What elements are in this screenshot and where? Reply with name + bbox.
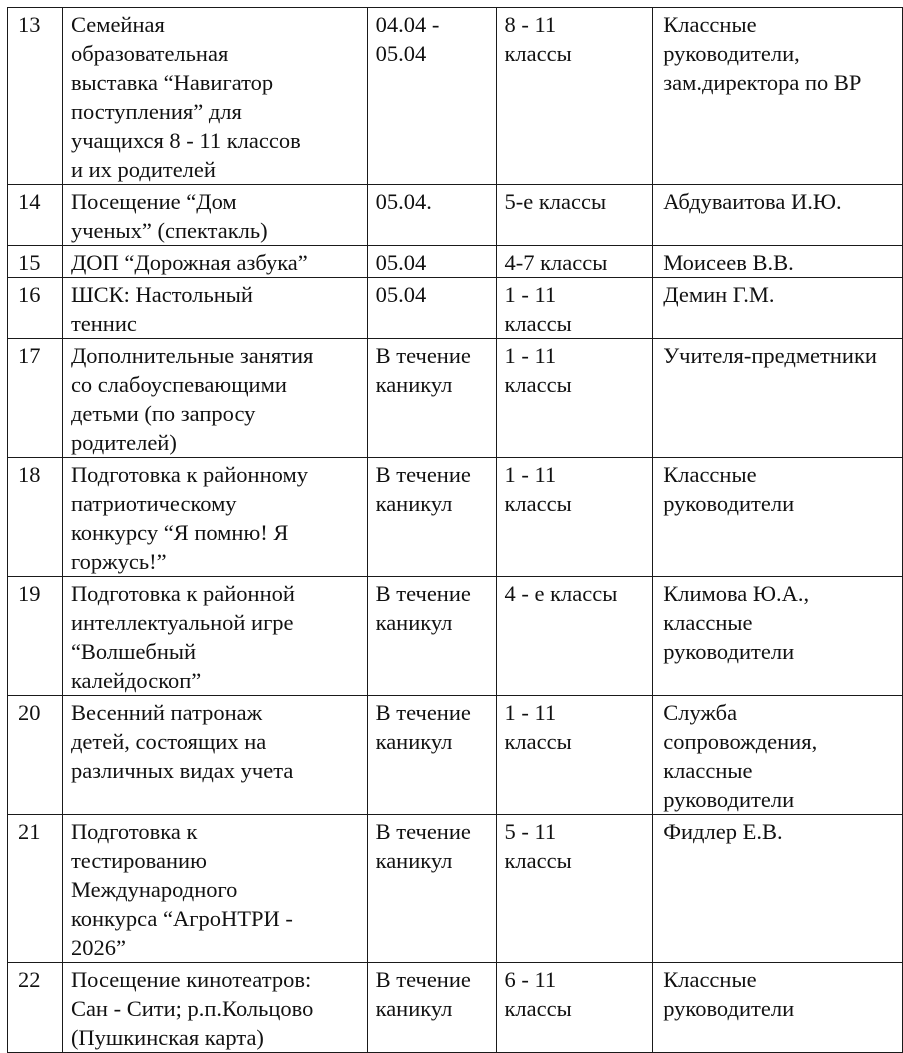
table-row	[8, 278, 903, 339]
event-date: В течение каникул	[367, 458, 497, 577]
event-name: Семейная образовательная выставка “Навигатор поступления” для учащихся 8 - 11 классов и их родителей	[62, 8, 367, 185]
event-grades: 6 - 11 классы	[497, 963, 653, 1053]
event-responsible: Учителя-предметники	[653, 339, 903, 458]
event-responsible: Климова Ю.А., классные руководители	[653, 577, 903, 696]
table-row	[8, 577, 903, 696]
event-date: В течение каникул	[367, 963, 497, 1053]
event-date: 05.04	[367, 246, 497, 278]
event-responsible: Классные руководители	[653, 458, 903, 577]
event-name: Посещение кинотеатров: Сан - Сити; р.п.Кольцово (Пушкинская карта)	[62, 963, 367, 1053]
table-row	[8, 185, 903, 246]
event-date: 04.04 - 05.04	[367, 8, 497, 185]
event-date: В течение каникул	[367, 696, 497, 815]
event-responsible: Классные руководители, зам.директора по ВР	[653, 8, 903, 185]
row-number: 17	[8, 339, 63, 458]
table-row	[8, 815, 903, 963]
row-number: 20	[8, 696, 63, 815]
row-number: 13	[8, 8, 63, 185]
table-row	[8, 963, 903, 1053]
table-row	[8, 246, 903, 278]
row-number: 21	[8, 815, 63, 963]
event-date: В течение каникул	[367, 339, 497, 458]
table-row	[8, 458, 903, 577]
row-number: 16	[8, 278, 63, 339]
event-grades: 1 - 11 классы	[497, 458, 653, 577]
event-grades: 1 - 11 классы	[497, 339, 653, 458]
event-grades: 5-е классы	[497, 185, 653, 246]
event-grades: 4 - е классы	[497, 577, 653, 696]
event-grades: 1 - 11 классы	[497, 278, 653, 339]
event-responsible: Демин Г.М.	[653, 278, 903, 339]
table-row	[8, 339, 903, 458]
row-number: 19	[8, 577, 63, 696]
event-date: В течение каникул	[367, 815, 497, 963]
event-name: Подготовка к районному патриотическому конкурсу “Я помню! Я горжусь!”	[62, 458, 367, 577]
events-table	[7, 7, 903, 1053]
event-grades: 4-7 классы	[497, 246, 653, 278]
event-name: ДОП “Дорожная азбука”	[62, 246, 367, 278]
event-grades: 8 - 11 классы	[497, 8, 653, 185]
table-row	[8, 696, 903, 815]
event-responsible: Служба сопровождения, классные руководители	[653, 696, 903, 815]
event-name: Посещение “Дом ученых” (спектакль)	[62, 185, 367, 246]
event-responsible: Моисеев В.В.	[653, 246, 903, 278]
row-number: 15	[8, 246, 63, 278]
event-responsible: Классные руководители	[653, 963, 903, 1053]
row-number: 18	[8, 458, 63, 577]
event-grades: 1 - 11 классы	[497, 696, 653, 815]
event-grades: 5 - 11 классы	[497, 815, 653, 963]
row-number: 22	[8, 963, 63, 1053]
event-name: Дополнительные занятия со слабоуспевающими детьми (по запросу родителей)	[62, 339, 367, 458]
event-name: Подготовка к районной интеллектуальной игре “Волшебный калейдоскоп”	[62, 577, 367, 696]
event-date: 05.04.	[367, 185, 497, 246]
event-name: ШСК: Настольный теннис	[62, 278, 367, 339]
event-responsible: Абдуваитова И.Ю.	[653, 185, 903, 246]
event-name: Подготовка к тестированию Международного конкурса “АгроНТРИ - 2026”	[62, 815, 367, 963]
row-number: 14	[8, 185, 63, 246]
table-row	[8, 8, 903, 185]
events-table-body	[8, 8, 903, 1053]
event-date: 05.04	[367, 278, 497, 339]
event-date: В течение каникул	[367, 577, 497, 696]
event-responsible: Фидлер Е.В.	[653, 815, 903, 963]
event-name: Весенний патронаж детей, состоящих на различных видах учета	[62, 696, 367, 815]
